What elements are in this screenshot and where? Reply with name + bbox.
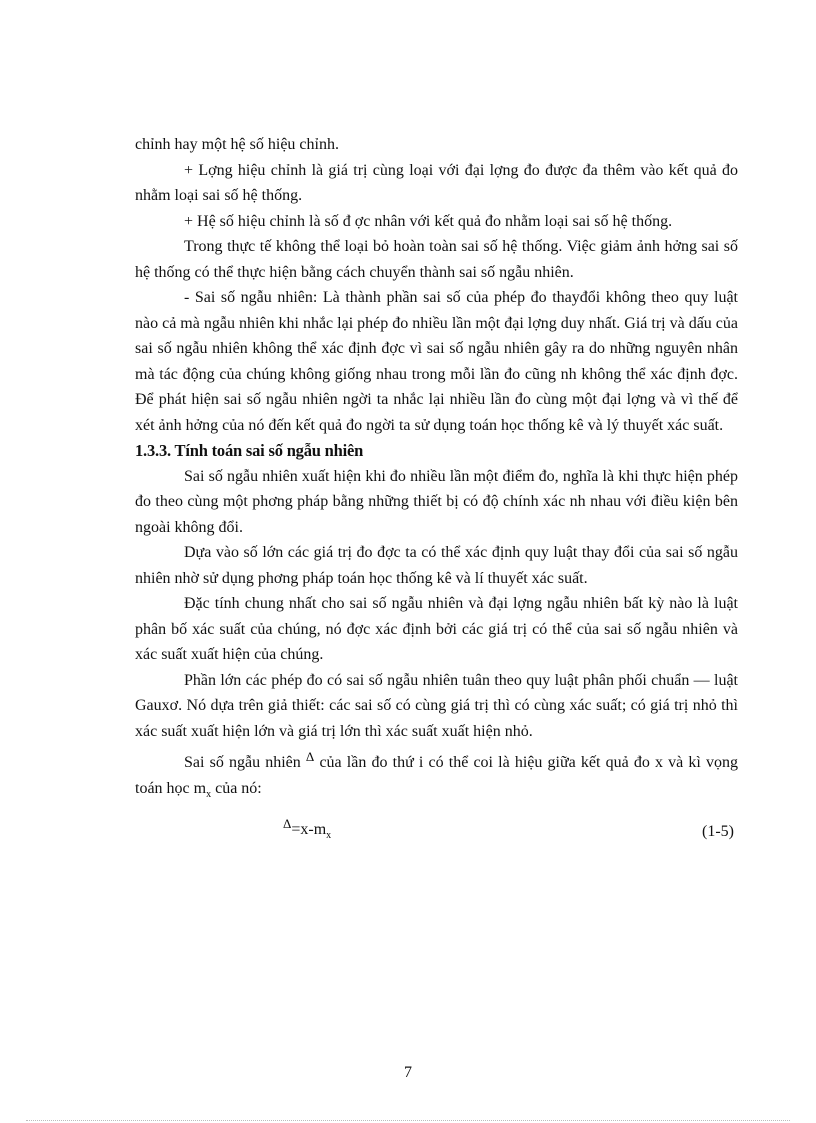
p10-subscript: x [206, 788, 212, 800]
formula-row [135, 813, 738, 847]
paragraph-1: chỉnh hay một hệ số hiệu chỉnh. [135, 136, 339, 153]
paragraph-6: Sai số ngẫu nhiên xuất hiện khi đo nhiều lần một điểm đo, nghĩa là khi thực hiện phép đo theo cùng một phơng pháp bằng những thiết bị có độ chính xác nh nhau với điều kiện bên ngoài không đổi. [135, 467, 738, 536]
formula [283, 817, 331, 849]
formula-delta: Δ [283, 816, 292, 832]
p10-after: của lần đo thứ i có thể coi là hiệu giữa kết quả đo x và kì vọng toán học m [135, 754, 738, 797]
paragraph-10 [135, 750, 738, 807]
body-text [135, 132, 738, 847]
paragraph-8: Đặc tính chung nhất cho sai số ngẫu nhiên và đại lợng ngẫu nhiên bất kỳ nào là luật phân bố xác suất của chúng, nó đợc xác định bởi các giá trị có thể của sai số ngẫu nhiên và xác suất xuất hiện của chúng. [135, 595, 738, 663]
paragraph-7: Dựa vào số lớn các giá trị đo đợc ta có thể xác định quy luật thay đổi của sai số ngẫu nhiên nhờ sử dụng phơng pháp toán học thống kê và lí thuyết xác suất. [135, 544, 738, 587]
equation-number: (1-5) [702, 823, 734, 841]
paragraph-3: + Hệ số hiệu chỉnh là số đ ợc nhân với kết quả đo nhằm loại sai số hệ thống. [184, 212, 673, 230]
formula-subscript: x [326, 830, 332, 842]
paragraph-2: + Lợng hiệu chỉnh là giá trị cùng loại với đại lợng đo được đa thêm vào kết quả đo nhằm loại sai số hệ thống. [135, 161, 738, 204]
section-heading: 1.3.3. Tính toán sai số ngẫu nhiên [135, 441, 364, 460]
page-bottom-divider [26, 1120, 790, 1121]
p10-before: Sai số ngẫu nhiên [184, 754, 306, 771]
paragraph-9: Phần lớn các phép đo có sai số ngẫu nhiên tuân theo quy luật phân phối chuẩn — luật Gauxơ. Nó dựa trên giả thiết: các sai số có cùng giá trị thì có cùng xác suất; có giá trị nhỏ thì xác suất xuất hiện lớn và giá trị lớn thì xác suất xuất hiện nhỏ. [135, 671, 738, 740]
p10-end: của nó: [211, 779, 262, 797]
paragraph-4: Trong thực tế không thể loại bỏ hoàn toàn sai số hệ thống. Việc giảm ảnh hởng sai số hệ thống có thể thực hiện bằng cách chuyển thành sai số ngẫu nhiên. [135, 238, 738, 281]
page-number: 7 [404, 1064, 412, 1081]
paragraph-5: - Sai số ngẫu nhiên: Là thành phần sai số của phép đo thayđổi không theo quy luật nào cả mà ngẫu nhiên khi nhắc lại phép đo nhiều lần một đại lợng duy nhất. Giá trị và dấu của sai số ngẫu nhiên không thể xác định đợc vì sai số ngẫu nhiên gây ra do những nguyên nhân mà tác động của chúng không giống nhau trong mỗi lần đo cũng nh không thể xác định đợc. Để phát hiện sai số ngẫu nhiên ngời ta nhắc lại nhiều lần đo cùng một đại lợng và vì thế để xét ảnh hởng của nó đến kết quả đo ngời ta sử dụng toán học thống kê và lý thuyết xác suất. [135, 289, 738, 434]
formula-rhs: =x-m [291, 821, 327, 839]
delta-symbol: Δ [305, 749, 315, 764]
